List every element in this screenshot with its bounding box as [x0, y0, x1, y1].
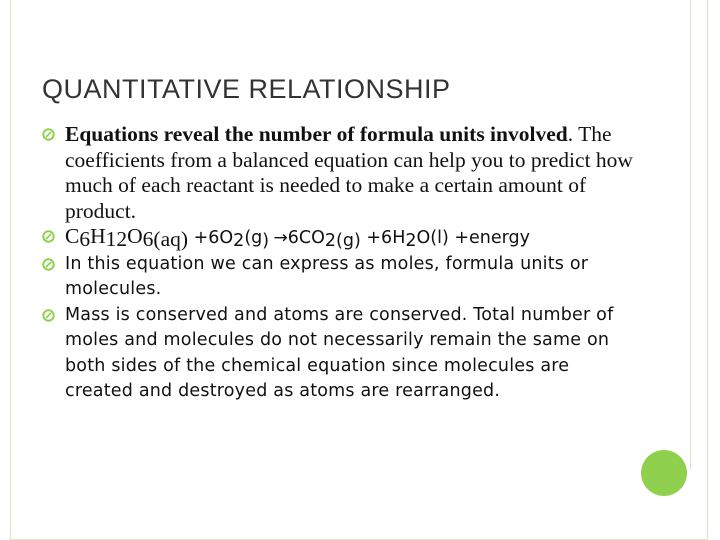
- reaction-arrow-icon: →: [273, 228, 288, 248]
- eq-co2: 6CO: [287, 228, 325, 248]
- eq-water: +6H: [360, 228, 406, 248]
- bullet-list: [42, 122, 642, 405]
- bullet-text: In this equation we can express as moles, formula units or molecules.: [65, 253, 589, 299]
- eq-plus-o2: +6O: [188, 228, 234, 248]
- eq-o2-sub: 2: [233, 231, 245, 251]
- eq-c-sub: 6: [79, 227, 91, 251]
- bullet-text: Mass is conserved and atoms are conserved. Total number of moles and molecules do not necessarily remain the same on both sides of the chemical equation since molecules are created and destroyed as atoms are rearranged.: [65, 304, 614, 401]
- frame-right-line: [690, 0, 691, 470]
- leaf-ring-icon: [42, 128, 55, 141]
- bullet-bold-text: Equations reveal the number of formula units involved: [65, 122, 568, 146]
- eq-o: O: [127, 224, 143, 248]
- bullet-item-moles: [42, 252, 642, 303]
- eq-co2-sub: 2(g): [324, 231, 361, 251]
- bullet-item-mass: [42, 303, 642, 405]
- leaf-ring-icon: [42, 230, 55, 243]
- eq-o2-sub2: ): [262, 231, 270, 251]
- bullet-item-equations: [42, 122, 642, 224]
- eq-water-sub: 2: [405, 231, 417, 251]
- eq-h-sub: 12: [105, 227, 128, 251]
- eq-h: H: [90, 224, 106, 248]
- slide-title: QUANTITATIVE RELATIONSHIP: [42, 74, 451, 104]
- eq-o2-state: (g: [244, 228, 263, 248]
- eq-o-sub: 6(aq): [142, 227, 189, 251]
- eq-c: C: [65, 224, 80, 248]
- leaf-ring-icon: [42, 258, 55, 271]
- eq-water-rest: O(l) +energy: [416, 228, 530, 248]
- bullet-item-equation: [42, 224, 642, 252]
- leaf-ring-icon: [42, 309, 55, 322]
- bullet-rest-text: . The coefficients from a balanced equation can help you to predict how much of each reactant is needed to make a certain amount of product.: [65, 122, 633, 223]
- decorative-green-circle: [641, 450, 687, 496]
